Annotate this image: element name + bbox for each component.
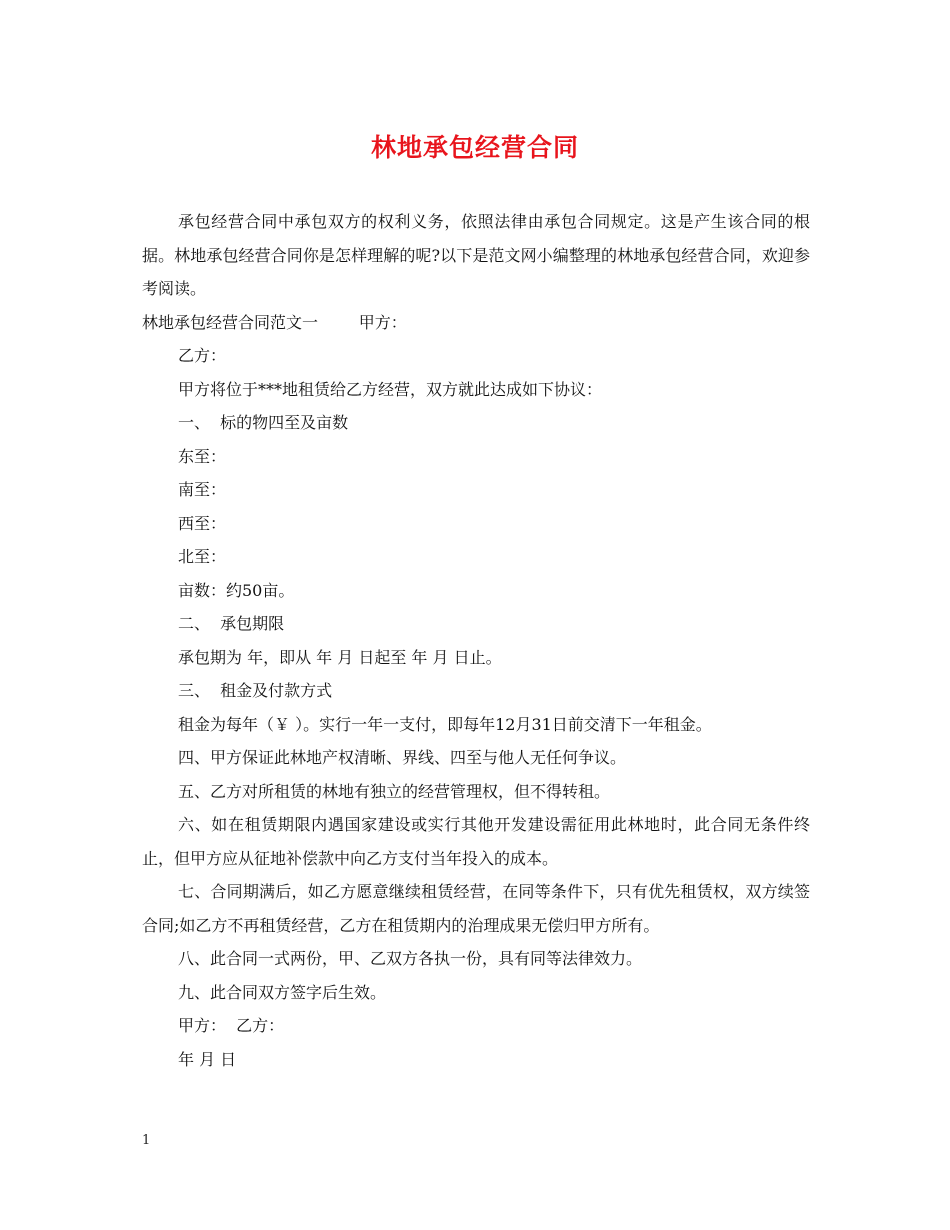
paragraph-area: 亩数：约50亩。 (178, 580, 295, 600)
paragraph-rent: 租金为每年（￥ ）。实行一年一支付，即每年12月31日前交清下一年租金。 (178, 714, 712, 734)
paragraph-sample-heading: 林地承包经营合同范文一 甲方： (142, 312, 407, 332)
clause-five: 五、乙方对所租赁的林地有独立的经营管理权，但不得转租。 (178, 781, 611, 801)
paragraph-term: 承包期为 年，即从 年 月 日起至 年 月 日止。 (178, 647, 502, 667)
paragraph-intro: 承包经营合同中承包双方的权利义务，依照法律由承包合同规定。这是产生该合同的根据。林地承包经营合同你是怎样理解的呢?以下是范文网小编整理的林地承包经营合同，欢迎参考阅读。 (142, 212, 810, 298)
section-heading-term: 二、 承包期限 (178, 614, 285, 633)
page-number: 1 (142, 1133, 151, 1148)
signature-date: 年 月 日 (178, 1049, 237, 1069)
paragraph-west-boundary: 西至： (178, 513, 227, 533)
section-heading-boundaries: 一、 标的物四至及亩数 (178, 413, 349, 432)
clause-nine: 九、此合同双方签字后生效。 (178, 982, 387, 1002)
section-heading-rent: 三、 租金及付款方式 (178, 681, 333, 700)
paragraph-east-boundary: 东至： (178, 446, 227, 466)
paragraph-south-boundary: 南至： (178, 480, 227, 499)
document-body (142, 205, 810, 1076)
paragraph-party-b: 乙方： (178, 346, 227, 365)
clause-seven: 七、合同期满后，如乙方愿意继续租赁经营，在同等条件下，只有优先租赁权，双方续签合同;如乙方不再租赁经营，乙方在租赁期内的治理成果无偿归甲方所有。 (142, 882, 810, 935)
paragraph-agreement-intro: 甲方将位于***地租赁给乙方经营，双方就此达成如下协议： (178, 379, 603, 399)
document-title: 林地承包经营合同 (370, 133, 579, 162)
clause-eight: 八、此合同一式两份，甲、乙双方各执一份，具有同等法律效力。 (178, 949, 643, 968)
clause-four: 四、甲方保证此林地产权清晰、界线、四至与他人无任何争议。 (178, 748, 627, 767)
paragraph-north-boundary: 北至： (178, 547, 227, 566)
clause-six: 六、如在租赁期限内遇国家建设或实行其他开发建设需征用此林地时，此合同无条件终止，但甲方应从征地补偿款中向乙方支付当年投入的成本。 (142, 815, 810, 868)
signature-parties: 甲方： 乙方： (178, 1016, 285, 1035)
